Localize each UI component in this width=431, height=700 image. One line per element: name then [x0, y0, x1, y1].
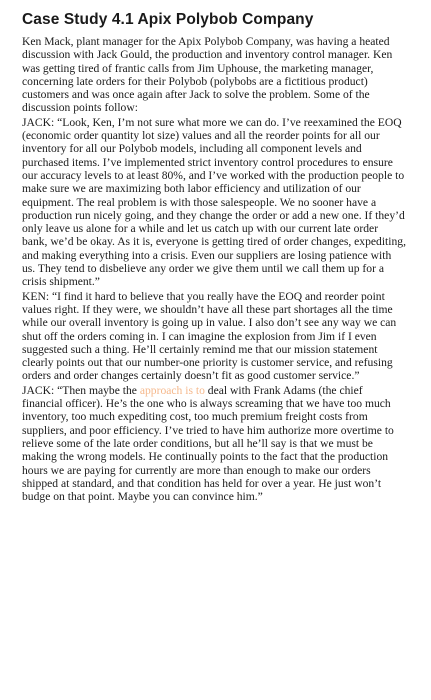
jack-statement-1: JACK: “Look, Ken, I’m not sure what more we can do. I’ve reexamined the EOQ (economic order quantity lot size) values and all the reorder points for all our inventory for all our Polybob models, including all component levels and purchased items. I’ve implemented strict inventory control procedures to ensure our accuracy levels to at least 80%, and I’ve worked with the production people to make sure we are maximizing both labor efficiency and utilization of our equipment. The real problem is with those salespeople. We no sooner have a production run nicely going, and they change the order or add a new one. If they’d only leave us alone for a while and let us catch up with our current late order bank, we’d be okay. As it is, everyone is getting tired of order changes, expediting, and making everything into a crisis. Even our suppliers are losing patience with us. They tend to disbelieve any order we give them until we call them up for a crisis shipment.”	[22, 115, 406, 289]
overlapping-watermark-text: approach is to	[139, 383, 205, 397]
ken-statement-1: KEN: “I find it hard to believe that you really have the EOQ and reorder point values right. If they were, we shouldn’t have all these part shortages all the time while our overall inventory is going up in value. I also don’t see any way we can shut off the orders coming in. I can imagine the explosion from Jim if I even suggested such a thing. He’ll certainly remind me that our mission statement clearly points out that our number-one priority is customer service, and refusing orders and order changes certainly doesn’t fit as good customer service.”	[22, 289, 397, 383]
case-study-title: Case Study 4.1 Apix Polybob Company	[22, 11, 314, 28]
case-study-page	[22, 10, 422, 504]
jack-statement-2-rest: deal with Frank Adams (the chief financial officer). He’s the one who is always screaming that we have too much inventory, too much expediting cost, too much premium freight costs from suppliers, and poor efficiency. I’ve tried to have him authorize more overtime to relieve some of the late order conditions, but all he’ll say is that we must be making the wrong models. He continually points to the fact that the production hours we are paying for currently are more than enough to make our orders shipped at standard, and that condition has held for over a year. He just won’t budge on that point. Maybe you can convince him.”	[22, 383, 394, 504]
jack-statement-2	[22, 384, 422, 504]
jack-statement-2-start: JACK: “Then maybe the	[22, 383, 140, 397]
intro-paragraph: Ken Mack, plant manager for the Apix Polybob Company, was having a heated discussion with Jack Gould, the production and inventory control manager. Ken was getting tired of frantic calls from Jim Uphouse, the marketing manager, concerning late orders for their Polybob (polybobs are a fictitious product) customers and was once again after Jack to solve the problem. Some of the discussion points follow:	[22, 35, 393, 115]
